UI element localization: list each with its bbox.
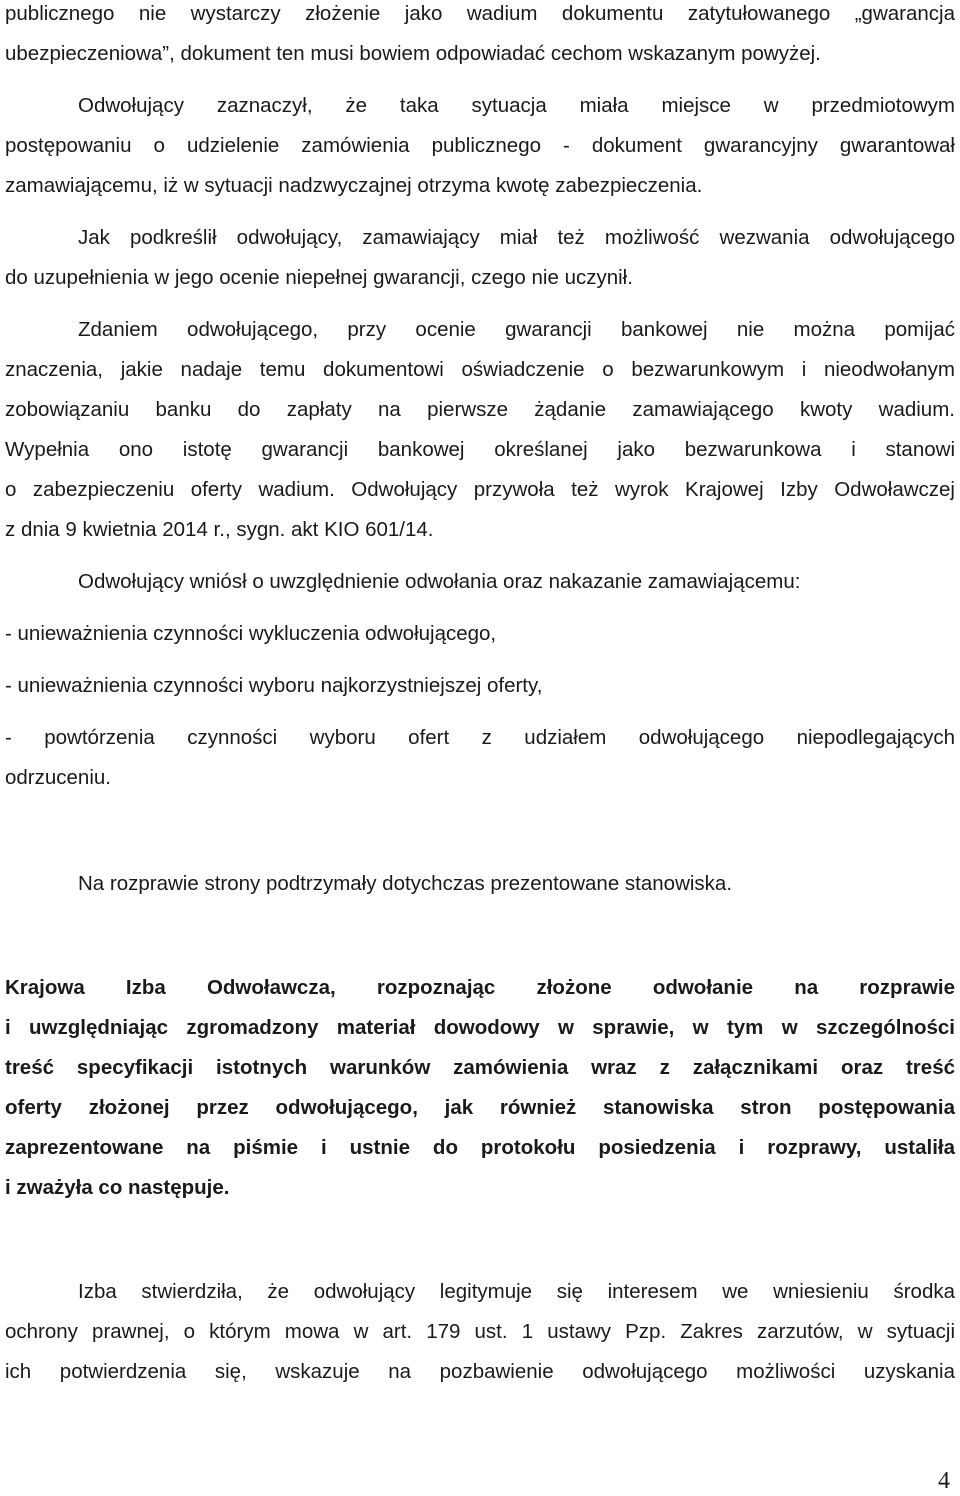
text-line: Na rozprawie strony podtrzymały dotychczas prezentowane stanowiska. <box>78 872 733 895</box>
text-line: zaprezentowane na piśmie i ustnie do protokołu posiedzenia i rozprawy, ustaliła <box>5 1136 955 1159</box>
list-item: - unieważnienia czynności wyboru najkorzystniejszej oferty, <box>5 674 543 697</box>
text-line: i zważyła co następuje. <box>5 1176 230 1199</box>
text-line: Krajowa Izba Odwoławcza, rozpoznając złożone odwołanie na rozprawie <box>5 976 955 999</box>
text-line: zamawiającemu, iż w sytuacji nadzwyczajnej otrzyma kwotę zabezpieczenia. <box>5 174 703 197</box>
page-number: 4 <box>938 1468 950 1494</box>
text-line: Wypełnia ono istotę gwarancji bankowej określanej jako bezwarunkowa i stanowi <box>5 438 955 461</box>
text-line: oferty złożonej przez odwołującego, jak również stanowiska stron postępowania <box>5 1096 955 1119</box>
text-line: publicznego nie wystarczy złożenie jako wadium dokumentu zatytułowanego „gwarancja <box>5 2 955 25</box>
list-item: - powtórzenia czynności wyboru ofert z udziałem odwołującego niepodlegających <box>5 726 955 749</box>
text-line: Odwołujący zaznaczył, że taka sytuacja miała miejsce w przedmiotowym <box>78 94 955 117</box>
text-line: treść specyfikacji istotnych warunków zamówienia wraz z załącznikami oraz treść <box>5 1056 955 1079</box>
text-line: i uwzględniając zgromadzony materiał dowodowy w sprawie, w tym w szczególności <box>5 1016 955 1039</box>
text-line: Zdaniem odwołującego, przy ocenie gwarancji bankowej nie można pomijać <box>78 318 955 341</box>
text-line: Izba stwierdziła, że odwołujący legitymuje się interesem we wniesieniu środka <box>78 1280 955 1303</box>
list-item: - unieważnienia czynności wykluczenia odwołującego, <box>5 622 497 645</box>
text-line: zobowiązaniu banku do zapłaty na pierwsze żądanie zamawiającego kwoty wadium. <box>5 398 955 421</box>
text-line: z dnia 9 kwietnia 2014 r., sygn. akt KIO 601/14. <box>5 518 434 541</box>
text-line: ochrony prawnej, o którym mowa w art. 179 ust. 1 ustawy Pzp. Zakres zarzutów, w sytuacji <box>5 1320 955 1343</box>
text-line: Jak podkreślił odwołujący, zamawiający miał też możliwość wezwania odwołującego <box>78 226 955 249</box>
text-line: o zabezpieczeniu oferty wadium. Odwołujący przywoła też wyrok Krajowej Izby Odwoławczej <box>5 478 955 501</box>
list-item: odrzuceniu. <box>5 766 111 789</box>
text-line: ich potwierdzenia się, wskazuje na pozbawienie odwołującego możliwości uzyskania <box>5 1360 955 1383</box>
text-line: do uzupełnienia w jego ocenie niepełnej gwarancji, czego nie uczynił. <box>5 266 633 289</box>
text-line: postępowaniu o udzielenie zamówienia publicznego - dokument gwarancyjny gwarantował <box>5 134 955 157</box>
text-line: Odwołujący wniósł o uwzględnienie odwołania oraz nakazanie zamawiającemu: <box>78 570 801 593</box>
text-line: ubezpieczeniowa”, dokument ten musi bowiem odpowiadać cechom wskazanym powyżej. <box>5 42 821 65</box>
text-line: znaczenia, jakie nadaje temu dokumentowi oświadczenie o bezwarunkowym i nieodwołanym <box>5 358 955 381</box>
